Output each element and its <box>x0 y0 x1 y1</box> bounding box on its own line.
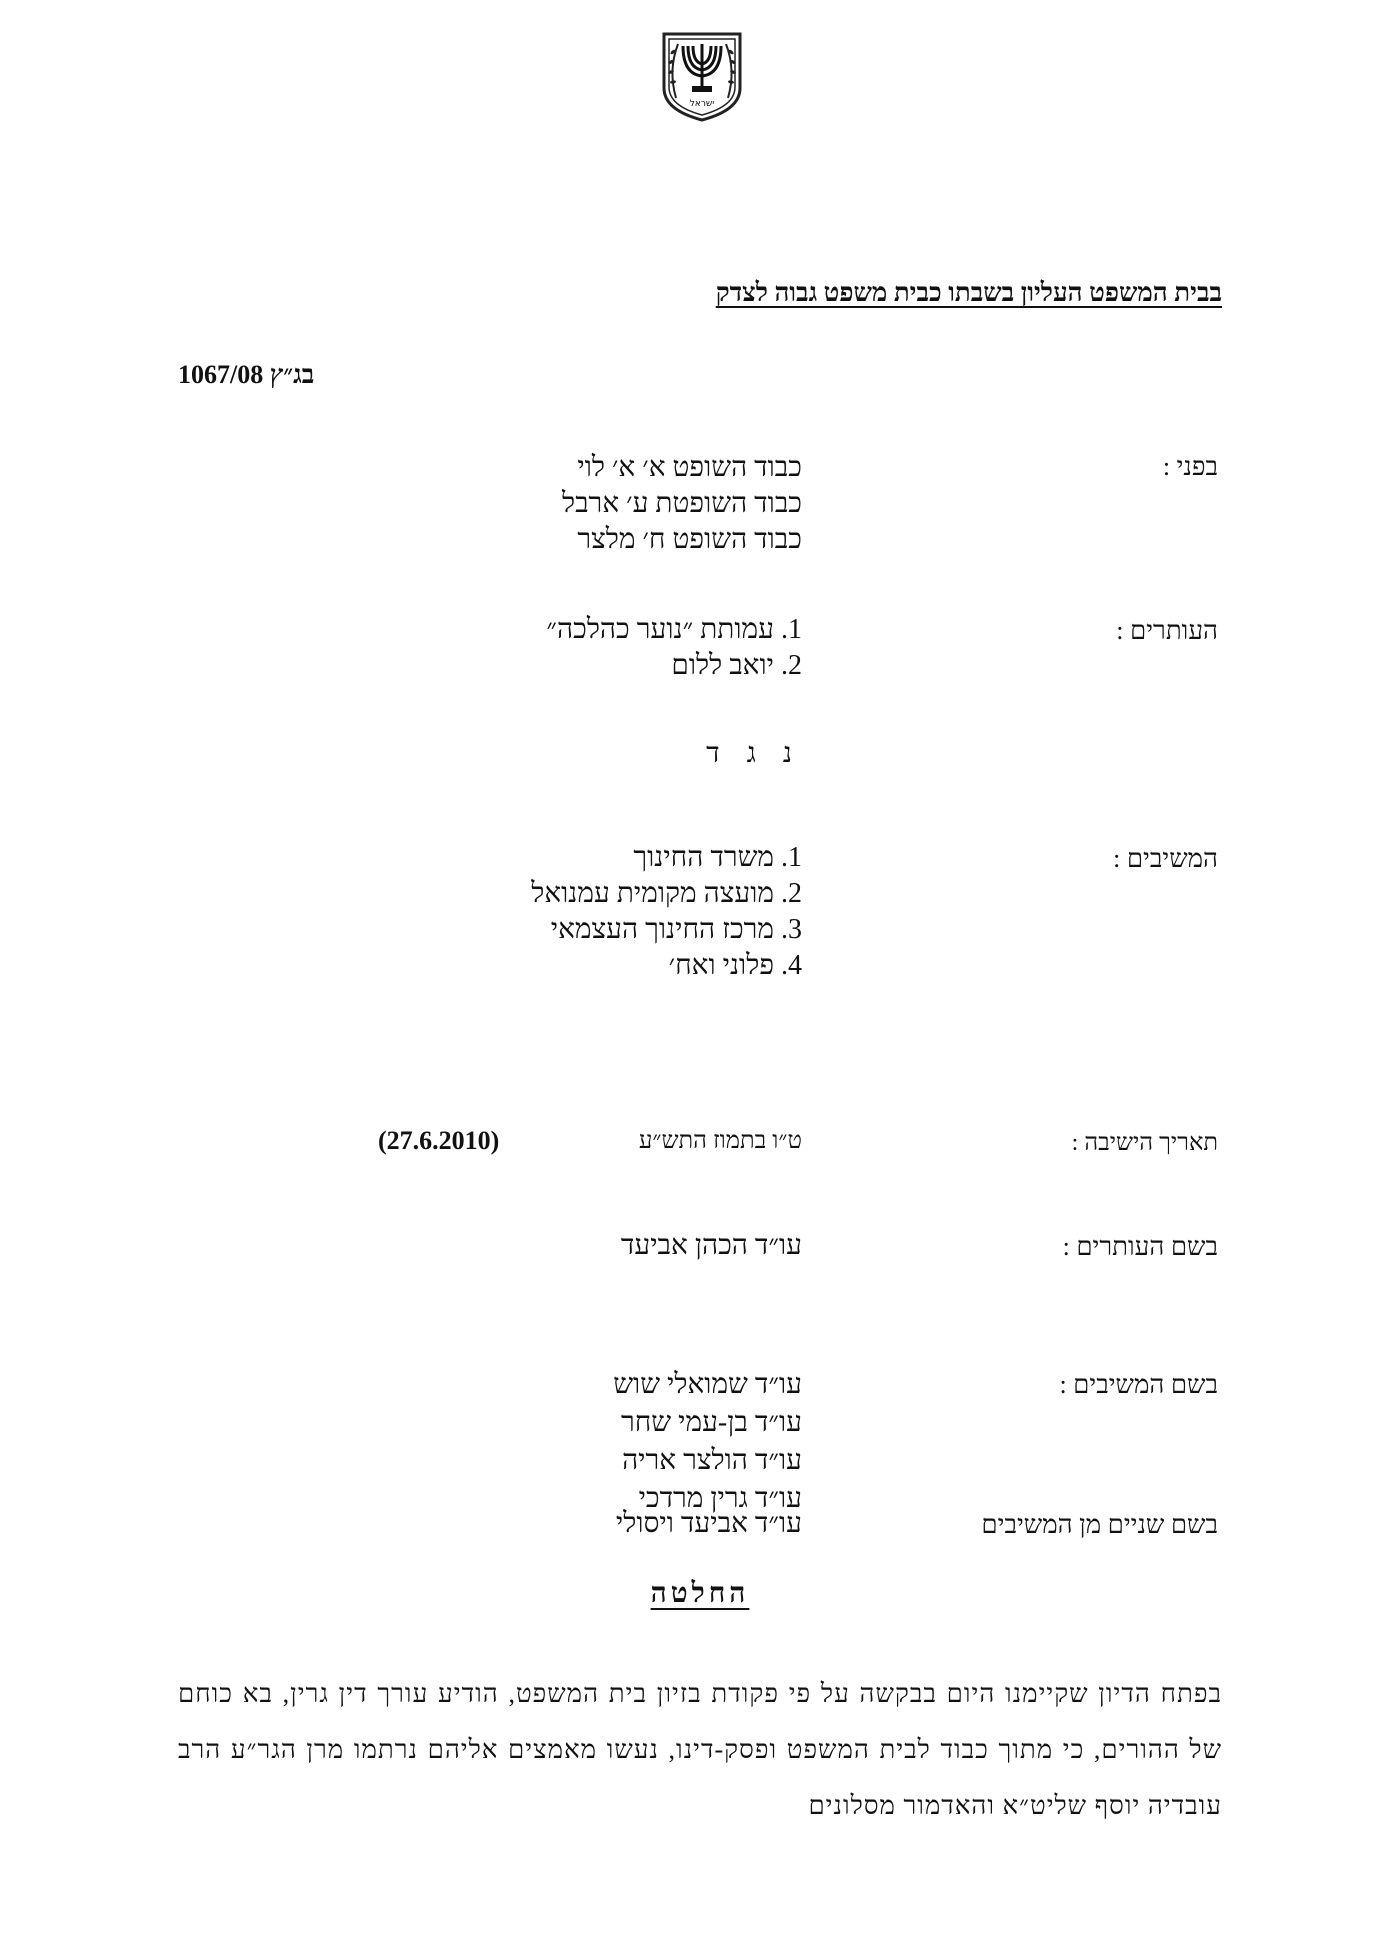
emblem-caption: ישראל <box>689 99 715 109</box>
for-respondents-label: בשם המשיבים : <box>1059 1370 1218 1399</box>
petitioners-lawyer: עו״ד הכהן אביעד <box>620 1230 802 1261</box>
petitioners-label: העותרים : <box>1116 616 1218 645</box>
respondent-lawyer: עו״ד גרין מרדכי <box>638 1483 802 1514</box>
petitioner-item: 2. יואב ללום <box>671 650 802 681</box>
judge-name: כבוד השופט א׳ א׳ לוי <box>577 452 802 483</box>
decision-body-text: בפתח הדיון שקיימנו היום בבקשה על פי פקודת בזיון בית המשפט, הודיע עורך דין גרין, בא כוחם של ההורים, כי מתוך כבוד לבית המשפט ופסק-דינו, נעשו מאמצים אליהם נרתמו מרן הגר״ע הרב עובדיה יוסף שליט״א והאדמור מסלונים <box>178 1679 1222 1820</box>
decision-title: החלטה <box>650 1578 750 1609</box>
respondent-item: 3. מרכז החינוך העצמאי <box>550 914 802 945</box>
case-number: בג״ץ 1067/08 <box>178 360 315 389</box>
judge-name: כבוד השופט ח׳ מלצר <box>577 524 802 555</box>
respondents-lawyers-list <box>613 1366 802 1518</box>
hearing-date-hebrew: ט״ו בתמוז התש״ע <box>638 1128 802 1154</box>
respondent-lawyer: עו״ד בן-עמי שחר <box>620 1407 802 1438</box>
respondent-item: 1. משרד החינוך <box>633 842 802 873</box>
respondent-item: 2. מועצה מקומית עמנואל <box>531 878 802 909</box>
for-two-respondents-label: בשם שניים מן המשיבים <box>981 1510 1218 1539</box>
respondent-item: 4. פלוני ואח׳ <box>668 950 802 981</box>
respondents-label: המשיבים : <box>1113 844 1218 873</box>
judges-list <box>562 450 802 558</box>
for-petitioners-label: בשם העותרים : <box>1062 1232 1218 1261</box>
court-title: בבית המשפט העליון בשבתו כבית משפט גבוה לצדק <box>715 278 1222 307</box>
hearing-date-gregorian: (27.6.2010) <box>378 1126 500 1155</box>
respondent-lawyer: עו״ד שמואלי שוש <box>613 1369 802 1400</box>
two-respondents-lawyer: עו״ד אביעד ויסולי <box>615 1508 802 1539</box>
petitioner-item: 1. עמותת ״נוער כהלכה״ <box>546 614 802 645</box>
versus-label: נ ג ד <box>706 738 802 769</box>
petitioners-list <box>546 612 802 684</box>
respondent-lawyer: עו״ד הולצר אריה <box>622 1445 802 1476</box>
before-label: בפני : <box>1162 452 1218 481</box>
judge-name: כבוד השופטת ע׳ ארבל <box>561 488 802 519</box>
hearing-date-label: תאריך הישיבה : <box>1071 1130 1218 1156</box>
respondents-list <box>531 840 802 984</box>
state-emblem-icon <box>658 30 746 122</box>
